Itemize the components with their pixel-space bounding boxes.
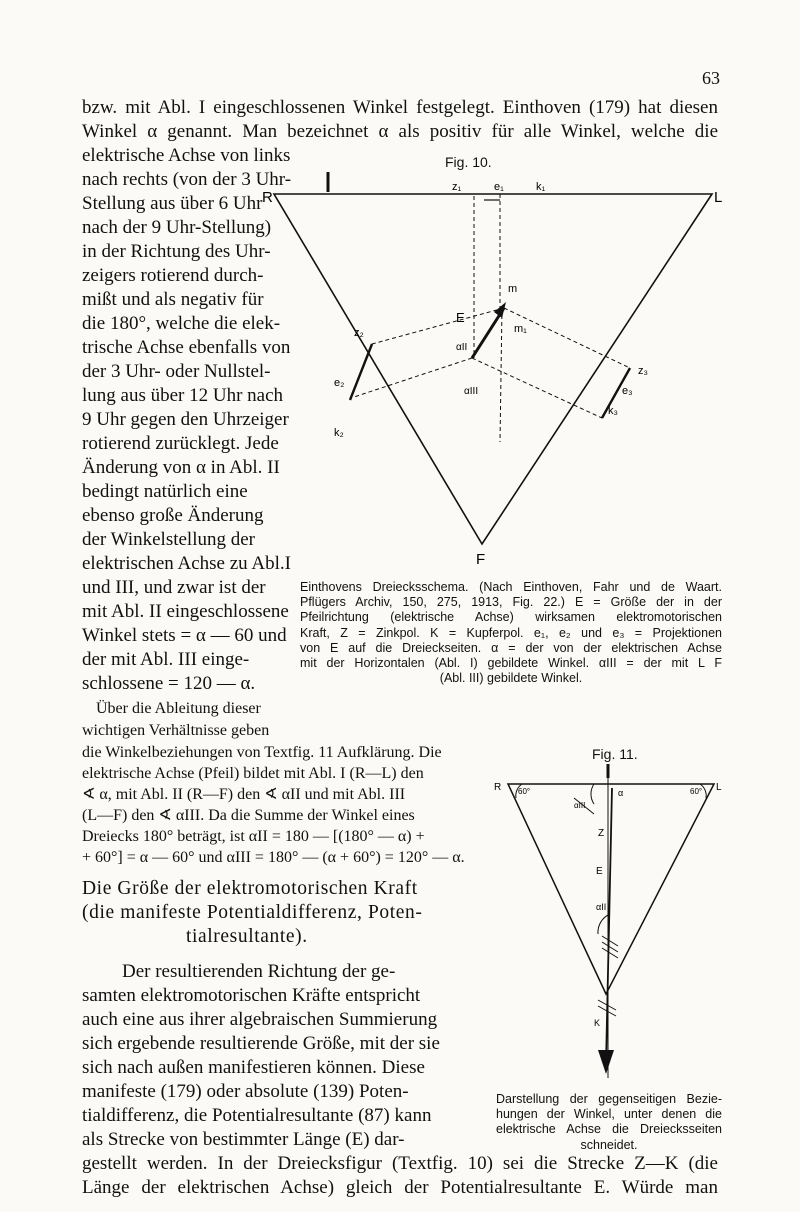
projection-line (504, 308, 630, 368)
text-line: sich ergebende resultierende Größe, mit der sie (82, 1033, 440, 1054)
deg60-left-label: 60° (518, 787, 531, 796)
figure-10-caption (300, 580, 722, 686)
text-line: sich nach außen manifestieren können. Diese (82, 1057, 425, 1078)
caption-line: schneidet. (580, 1137, 638, 1152)
electrical-axis (606, 788, 612, 1064)
text-line: Über die Ableitung dieser (96, 700, 261, 717)
text-line: die 180°, welche die elek- (82, 313, 281, 334)
vertex-r-label: R (262, 189, 273, 206)
k2-label: k₂ (334, 427, 344, 439)
text-line: Änderung von α in Abl. II (82, 457, 280, 478)
alpha-ii-label: αII (456, 342, 468, 353)
text-line: die Winkelbeziehungen von Textfig. 11 Aufklärung. Die (82, 744, 442, 761)
figure-11-diagram (494, 764, 724, 1084)
text-line: nach der 9 Uhr-Stellung) (82, 217, 272, 238)
text-line: ∢ α, mit Abl. II (R—F) den ∢ αII und mit Abl. III (82, 786, 406, 803)
caption-line: mit der Horizontalen (Abl. I) gebildete Winkel. αIII = der mit L F (300, 656, 722, 671)
deg60-right-label: 60° (690, 787, 703, 796)
projection-line (500, 308, 502, 442)
z2-label: z₂ (354, 327, 364, 339)
heading-line: Die Größe der elektromotorischen Kraft (82, 878, 418, 899)
text-line: rotierend zurücklegt. Jede (82, 433, 279, 454)
text-line: elektrischen Achse zu Abl.I (82, 553, 291, 574)
text-line: elektrische Achse (Pfeil) bildet mit Abl. I (R—L) den (82, 765, 424, 782)
heading-line: tialresultante). (186, 926, 308, 947)
text-line: tialdifferenz, die Potentialresultante (87) kann (82, 1105, 432, 1126)
e1-label: e₁ (494, 181, 504, 193)
alpha-label: α (618, 788, 624, 798)
e-label: E (596, 866, 603, 877)
text-line: bedingt natürlich eine (82, 481, 248, 502)
z-label: Z (598, 828, 605, 839)
text-line: lung aus über 12 Uhr nach (82, 385, 284, 406)
text-line: der mit Abl. III einge- (82, 649, 250, 670)
vertex-l-label: L (714, 189, 723, 206)
caption-line: Pfeilrichtung (elektrische Achse) wirksamen elektromotorischen (300, 610, 722, 625)
text-line: Winkel α genannt. Man bezeichnet α als positiv für alle Winkel, welche die (82, 121, 718, 142)
angle-hatch (602, 936, 618, 958)
caption-line: elektrische Achse die Dreiecksseiten (496, 1122, 722, 1137)
text-line: Der resultierenden Richtung der ge- (122, 961, 396, 982)
text-line: Winkel stets = α — 60 und (82, 625, 287, 646)
caption-line: hungen der Winkel, unter denen die (496, 1107, 722, 1122)
alpha-iii-label: αIII (574, 801, 586, 810)
alpha-iii-label: αIII (464, 386, 479, 397)
text-line: + 60°] = α — 60° und αIII = 180° — (α + 60°) = 120° — α. (82, 849, 465, 866)
angle-arc (591, 784, 594, 804)
axis-arrowhead (598, 1050, 614, 1074)
alpha-ii-label: αII (596, 902, 607, 912)
text-line: samten elektromotorischen Kräfte entspricht (82, 985, 421, 1006)
projection-line (472, 358, 602, 418)
text-line: Länge der elektrischen Achse) gleich der Potentialresultante E. Würde man (82, 1177, 718, 1198)
k1-label: k₁ (536, 181, 546, 193)
caption-line: Pflügers Archiv, 150, 275, 1913, Fig. 22.) E = Größe der in der (300, 595, 722, 610)
projection-line (354, 358, 472, 397)
text-line: auch eine aus ihrer algebraischen Summierung (82, 1009, 438, 1030)
e-label: E (456, 310, 465, 325)
caption-line: Darstellung der gegenseitigen Bezie- (496, 1092, 722, 1106)
text-line: und III, und zwar ist der (82, 577, 266, 598)
text-line: elektrische Achse von links (82, 145, 291, 166)
text-line: als Strecke von bestimmter Länge (E) dar- (82, 1129, 405, 1150)
text-line: mit Abl. II eingeschlossene (82, 601, 289, 622)
text-line: ebenso große Änderung (82, 505, 264, 526)
caption-line: Kraft, Z = Zinkpol. K = Kupferpol. e₁, e₂ und e₃ = Projektionen (300, 625, 722, 640)
text-line: (L—F) den ∢ αIII. Da die Summe der Winkel eines (82, 807, 415, 824)
caption-line: von E auf die Dreieckseiten. α = der von der elektrischen Achse (300, 640, 722, 655)
text-line: wichtigen Verhältnisse geben (82, 722, 270, 739)
text-line: der 3 Uhr- oder Nullstel- (82, 361, 271, 382)
figure-10-diagram (262, 172, 726, 572)
figure-10-label: Fig. 10. (445, 154, 492, 170)
caption-line: (Abl. III) gebildete Winkel. (439, 671, 583, 686)
text-line: in der Richtung des Uhr- (82, 241, 271, 262)
z1-label: z₁ (452, 181, 462, 193)
e2-label: e₂ (334, 377, 345, 389)
k3-label: k₃ (608, 405, 618, 417)
text-line: schlossene = 120 — α. (82, 673, 256, 694)
text-line: bzw. mit Abl. I eingeschlossenen Winkel festgelegt. Einthoven (179) hat diesen (82, 97, 718, 118)
m1-label: m₁ (514, 323, 527, 335)
text-line: mißt und als negativ für (82, 289, 264, 310)
text-line: gestellt werden. In der Dreiecksfigur (Textfig. 10) sei die Strecke Z—K (die (82, 1153, 718, 1174)
e3-label: e₃ (622, 385, 633, 397)
vertex-f-label: F (476, 551, 486, 568)
text-line: zeigers rotierend durch- (82, 265, 264, 286)
z3-label: z₃ (638, 365, 648, 377)
heading-line: (die manifeste Potentialdifferenz, Poten- (82, 902, 423, 923)
text-line: manifeste (179) oder absolute (139) Poten- (82, 1081, 409, 1102)
page-number: 63 (702, 68, 720, 88)
text-line: nach rechts (von der 3 Uhr- (82, 169, 292, 190)
caption-line: Einthovens Dreiecksschema. (Nach Einthoven, Fahr und de Waart. (300, 580, 722, 594)
figure-11-label: Fig. 11. (592, 746, 638, 762)
vertex-l-label: L (716, 782, 722, 793)
e2-segment (350, 344, 372, 400)
text-line: Stellung aus über 6 Uhr (82, 193, 263, 214)
text-line: der Winkelstellung der (82, 529, 256, 550)
m-label: m (508, 283, 518, 295)
text-line: 9 Uhr gegen den Uhrzeiger (82, 409, 289, 430)
k-label: K (594, 1018, 601, 1028)
vertex-r-label: R (494, 782, 502, 793)
text-line: Dreiecks 180° beträgt, ist αII = 180 — [(180° — α) + (82, 828, 425, 845)
figure-11-caption (496, 1092, 722, 1153)
text-line: trische Achse ebenfalls von (82, 337, 291, 358)
